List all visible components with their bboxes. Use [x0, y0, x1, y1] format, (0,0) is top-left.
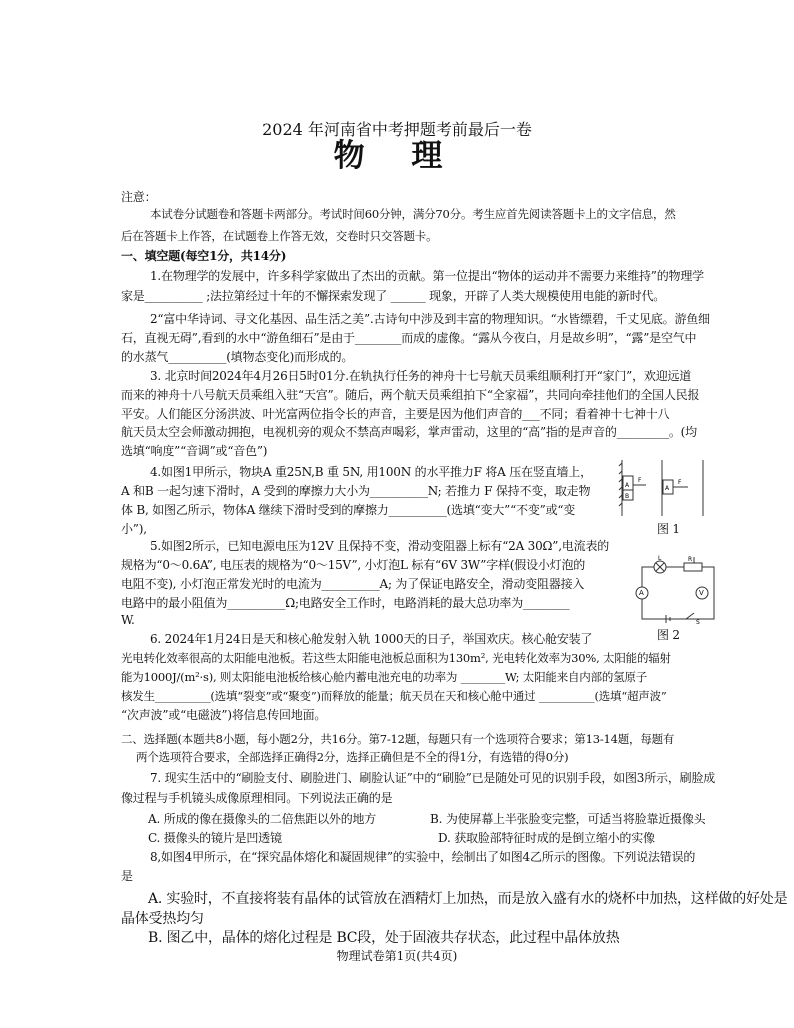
section-heading-choice: 两个选项符合要求，全部选择正确得2分，选择正确但是不全的得1分，有选错的得0分)	[136, 750, 569, 764]
option-b: B. 为使屏幕上半张脸变完整，可适当将脸靠近摄像头	[430, 812, 706, 826]
svg-text:A: A	[665, 485, 670, 492]
question-line: 选填“响度”“音调”或“音色”)	[121, 444, 268, 458]
section-heading-choice: 二、选择题(本题共8小题，每小题2分，共16分。第7-12题，每题只有一个选项符合要求；第13-14题，每题有	[121, 732, 675, 746]
svg-text:F: F	[678, 479, 682, 486]
figure-2-circuit	[632, 553, 722, 625]
option-a: A. 所成的像在摄像头的二倍焦距以外的地方	[148, 812, 377, 826]
option-b: B. 图乙中，晶体的熔化过程是 BC段，处于固液共存状态，此过程中晶体放热	[148, 930, 620, 946]
svg-text:V: V	[699, 589, 704, 597]
question-line: 平安。人们能区分汤洪波、叶光富两位指令长的声音，主要是因为他们声音的___不同；看着神十七神十八	[121, 407, 670, 421]
question-line: 4.如图1甲所示，物块A 重25N,B 重 5N, 用100N 的水平推力F 将A 压在竖直墙上，	[150, 465, 592, 479]
notice-line: 本试卷分试题卷和答题卡两部分。考试时间60分钟，满分70分。考生应首先阅读答题卡上的文字信息，然	[150, 207, 676, 221]
svg-text:L: L	[658, 555, 662, 562]
option-c: C. 摄像头的镜片是凹透镜	[148, 831, 282, 845]
question-line: 电阻不变), 小灯泡正常发光时的电流为__________A; 为了保证电路安全，滑动变阻器接入	[121, 577, 585, 591]
question-line: 1.在物理学的发展中，许多科学家做出了杰出的贡献。第一位提出“物体的运动并不需要力来维持”的物理学	[150, 269, 704, 283]
question-line: 光电转化效率很高的太阳能电池板。若这些太阳能电池板总面积为130m², 光电转化效率为30%, 太阳能的辐射	[121, 651, 671, 665]
page-footer: 物理试卷第1页(共4页)	[336, 949, 458, 963]
option-d: D. 获取脸部特征时成的是倒立缩小的实像	[438, 831, 655, 845]
question-line: 的水蒸气__________(填物态变化)而形成的。	[121, 350, 354, 364]
subject-title: 物 理	[333, 138, 461, 174]
question-line: W.	[121, 613, 135, 627]
section-heading-fill: 一、填空题(每空1分，共14分)	[121, 249, 287, 263]
svg-text:B: B	[625, 493, 630, 500]
question-line: A 和B 一起匀速下滑时，A 受到的摩擦力大小为__________N; 若推力 F 保持不变，取走物	[121, 484, 591, 498]
question-line: 电路中的最小阻值为__________Ω;电路安全工作时，电路消耗的最大总功率为________	[121, 596, 570, 610]
question-line: 3. 北京时间2024年4月26日5时01分.在轨执行任务的神舟十七号航天员乘组顺利打开“家门”，欢迎远道	[150, 369, 692, 383]
question-line: 而来的神舟十八号航天员乘组入驻“天宫”。随后，两个航天员乘组拍下“全家福”，共同向牵挂他们的全国人民报	[121, 388, 700, 402]
question-line: “次声波”或“电磁波”)将信息传回地面。	[121, 708, 327, 722]
question-line: 2“富中华诗词、寻文化基因、品生活之美”.古诗句中涉及到丰富的物理知识。“水皆缥碧，千丈见底。游鱼细	[150, 312, 710, 326]
svg-text:A: A	[625, 482, 630, 489]
figure-2-label: 图 2	[657, 628, 680, 642]
question-line: 7. 现实生活中的“刷脸支付、刷脸进门、刷脸认证”中的“刷脸”已是随处可见的识别手段，如图3所示，刷脸成	[150, 771, 716, 785]
question-line: 航天员太空会师激动拥抱，电视机旁的观众不禁高声喝彩，掌声雷动，这里的“高”指的是声音的_________。(均	[121, 425, 697, 439]
question-line: 6. 2024年1月24日是天和核心舱发射入轨 1000天的日子，举国欢庆。核心舱安装了	[150, 632, 593, 646]
svg-text:S: S	[696, 619, 700, 625]
notice-line: 后在答题卡上作答，在试题卷上作答无效，交卷时只交答题卡。	[121, 229, 438, 243]
question-line: 石，直视无碍”,看到的水中“游鱼细石”是由于________而成的虚像。“露从今夜白，月是故乡明”，“露”是空气中	[121, 331, 697, 345]
question-line: 像过程与手机镜头成像原理相同。下列说法正确的是	[121, 791, 393, 805]
question-line: 能为1000J/(m²·s), 则太阳能电池板给核心舱内蓄电池充电的功率为 ________W; 太阳能来自内部的氢原子	[121, 670, 648, 684]
figure-1-label: 图 1	[657, 522, 680, 536]
svg-text:A: A	[639, 589, 644, 597]
option-a: A. 实验时，不直接将装有晶体的试管放在酒精灯上加热，而是放入盛有水的烧杯中加热，这样做的好处是	[148, 891, 788, 907]
question-line: 家是__________ ;法拉第经过十年的不懈探索发现了 ______ 现象，开辟了人类大规模使用电能的新时代。	[121, 289, 666, 303]
notice-label: 注意：	[121, 190, 157, 204]
question-line: 核发生__________(选填“裂变”或“聚变”)而释放的能量；航天员在天和核心舱中通过 __________(选填“超声波”	[121, 689, 667, 703]
exam-title: 2024 年河南省中考押题考前最后一卷	[262, 120, 532, 139]
svg-text:R: R	[688, 556, 693, 563]
question-line: 5.如图2所示，已知电源电压为12V 且保持不变，滑动变阻器上标有“2A 30Ω”,电流表的	[150, 539, 610, 553]
figure-1-diagram	[618, 458, 713, 518]
question-line: 小”),	[121, 522, 147, 536]
question-line: 8,如图4甲所示，在“探究晶体熔化和凝固规律”的实验中，绘制出了如图4乙所示的图像。下列说法错误的	[150, 850, 696, 864]
question-line: 体 B, 如图乙所示，物体A 继续下滑时受到的摩擦力__________(选填“变大”“不变”或“变	[121, 503, 576, 517]
question-line: 规格为“0～0.6A”, 电压表的规格为“0～15V”, 小灯泡L 标有“6V 3W”字样(假设小灯泡的	[121, 558, 586, 572]
question-line: 是	[121, 869, 133, 883]
svg-text:F: F	[638, 477, 642, 484]
option-a-continued: 晶体受热均匀	[121, 911, 204, 927]
